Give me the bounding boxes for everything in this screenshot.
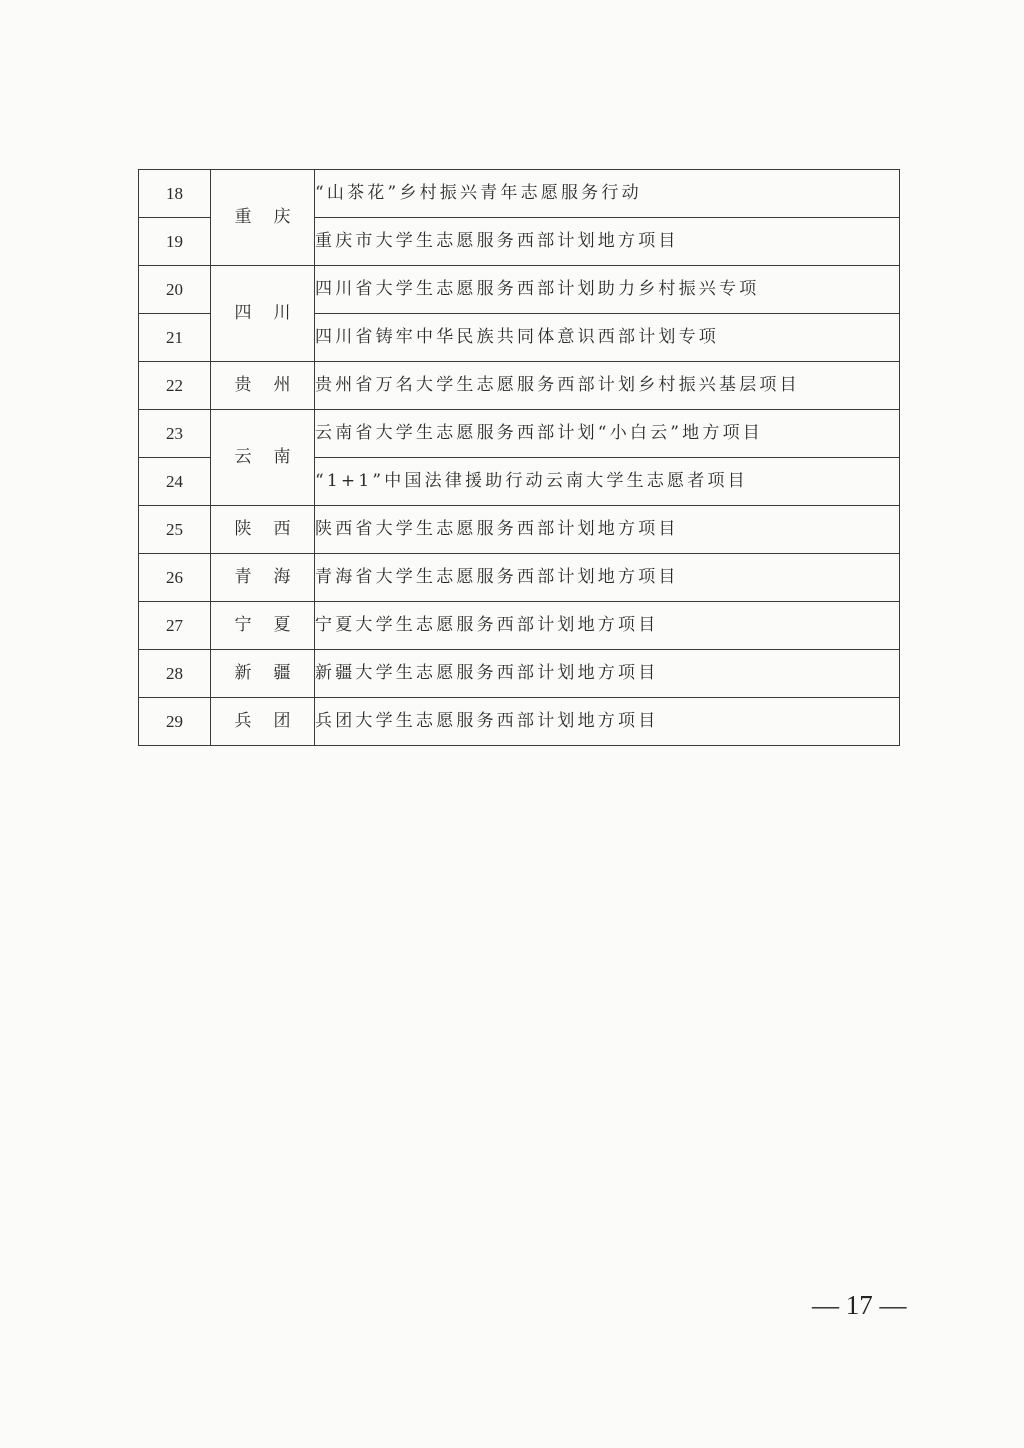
table-row bbox=[139, 506, 900, 554]
row-number: 24 bbox=[139, 458, 211, 506]
project-name: 贵州省万名大学生志愿服务西部计划乡村振兴基层项目 bbox=[315, 362, 900, 410]
project-table-body bbox=[139, 170, 900, 746]
row-number: 29 bbox=[139, 698, 211, 746]
row-number: 20 bbox=[139, 266, 211, 314]
project-name: 新疆大学生志愿服务西部计划地方项目 bbox=[315, 650, 900, 698]
row-number: 28 bbox=[139, 650, 211, 698]
row-number: 18 bbox=[139, 170, 211, 218]
table-row bbox=[139, 602, 900, 650]
table-row bbox=[139, 650, 900, 698]
project-name: 重庆市大学生志愿服务西部计划地方项目 bbox=[315, 218, 900, 266]
project-table bbox=[138, 169, 900, 746]
row-number: 26 bbox=[139, 554, 211, 602]
region-cell: 新疆 bbox=[211, 650, 315, 698]
region-cell: 青海 bbox=[211, 554, 315, 602]
region-cell: 陕西 bbox=[211, 506, 315, 554]
row-number: 19 bbox=[139, 218, 211, 266]
row-number: 21 bbox=[139, 314, 211, 362]
table-row bbox=[139, 362, 900, 410]
project-name: 陕西省大学生志愿服务西部计划地方项目 bbox=[315, 506, 900, 554]
region-cell: 四川 bbox=[211, 266, 315, 362]
region-cell: 重庆 bbox=[211, 170, 315, 266]
row-number: 25 bbox=[139, 506, 211, 554]
project-name: 四川省铸牢中华民族共同体意识西部计划专项 bbox=[315, 314, 900, 362]
project-name: 青海省大学生志愿服务西部计划地方项目 bbox=[315, 554, 900, 602]
region-cell: 兵团 bbox=[211, 698, 315, 746]
row-number: 27 bbox=[139, 602, 211, 650]
region-cell: 云南 bbox=[211, 410, 315, 506]
page-number: — 17 — bbox=[812, 1290, 907, 1320]
table-row bbox=[139, 266, 900, 314]
region-cell: 宁夏 bbox=[211, 602, 315, 650]
table-row bbox=[139, 554, 900, 602]
project-name: 四川省大学生志愿服务西部计划助力乡村振兴专项 bbox=[315, 266, 900, 314]
project-name: 云南省大学生志愿服务西部计划“小白云”地方项目 bbox=[315, 410, 900, 458]
table-row bbox=[139, 410, 900, 458]
table-row bbox=[139, 698, 900, 746]
project-name: “1+1”中国法律援助行动云南大学生志愿者项目 bbox=[315, 458, 900, 506]
project-name: “山茶花”乡村振兴青年志愿服务行动 bbox=[315, 170, 900, 218]
project-name: 兵团大学生志愿服务西部计划地方项目 bbox=[315, 698, 900, 746]
project-name: 宁夏大学生志愿服务西部计划地方项目 bbox=[315, 602, 900, 650]
table-row bbox=[139, 170, 900, 218]
row-number: 23 bbox=[139, 410, 211, 458]
row-number: 22 bbox=[139, 362, 211, 410]
region-cell: 贵州 bbox=[211, 362, 315, 410]
